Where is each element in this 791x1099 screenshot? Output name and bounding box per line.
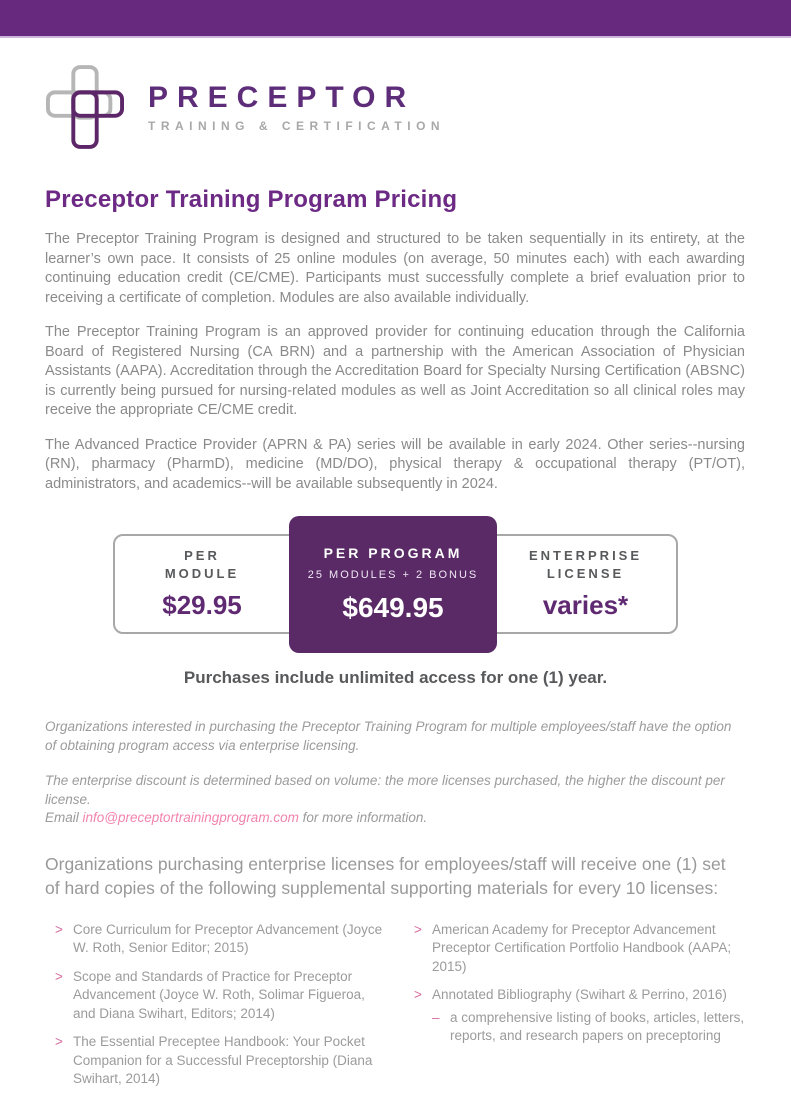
per-module-label-line2: MODULE — [164, 566, 240, 581]
per-module-label — [165, 547, 239, 583]
list-item-text: Scope and Standards of Practice for Preceptor Advancement (Joyce W. Roth, Solimar Figueroa, and Diana Swihart, Editors; 2014) — [73, 968, 365, 1021]
list-item-text: Annotated Bibliography (Swihart & Perrino, 2016) — [432, 987, 727, 1002]
enterprise-info — [45, 718, 746, 828]
enterprise-info-paragraph-2 — [45, 772, 745, 828]
enterprise-price: varies* — [542, 590, 629, 620]
list-item-text: Core Curriculum for Preceptor Advancement (Joyce W. Roth, Senior Editor; 2015) — [73, 921, 383, 955]
enterprise-label-line1: ENTERPRISE — [528, 548, 643, 563]
intro-paragraph-2: The Preceptor Training Program is an approved provider for continuing education through the California Board of Registered Nursing (CA BRN) and a partnership with the American Association of Physician Assistants (AAPA). Accreditation through the Accreditation Board for Specialty Nursing Certification (ABSNC) is currently being pursued for nursing-related modules as well as Joint Accreditation so all clinical roles may receive the appropriate CE/CME credit. — [45, 324, 745, 418]
enterprise-info-paragraph-1: Organizations interested in purchasing the Preceptor Training Program for multiple employees/staff have the option of obtaining program access via enterprise licensing. — [45, 719, 732, 753]
logo-text — [148, 82, 445, 133]
supplemental-intro: Organizations purchasing enterprise licenses for employees/staff will receive one (1) set of hard copies of the following supplemental supporting materials for every 10 licenses: — [45, 853, 726, 898]
chevron-bullet-icon: > — [55, 968, 63, 984]
access-note: Purchases include unlimited access for one (1) year. — [183, 668, 608, 687]
list-sub-item-text: a comprehensive listing of books, articles, letters, reports, and research papers on preceptoring — [450, 1009, 745, 1043]
enterprise-label-line2: LICENSE — [546, 566, 625, 581]
chevron-bullet-icon: > — [55, 1034, 63, 1049]
supplemental-lists — [45, 921, 746, 1099]
list-item — [55, 921, 402, 958]
per-program-card — [289, 516, 497, 653]
per-program-subtitle: 25 MODULES + 2 BONUS — [307, 569, 479, 581]
discount-line: The enterprise discount is determined based on volume: the more licenses purchased, the higher the discount per license. — [45, 773, 725, 807]
list-item — [414, 986, 745, 1005]
supplemental-list-left — [45, 921, 402, 1099]
per-module-price: $29.95 — [162, 590, 242, 620]
chevron-bullet-icon: > — [55, 921, 63, 937]
list-item — [414, 921, 745, 977]
page-title: Preceptor Training Program Pricing — [45, 186, 458, 213]
preceptor-cross-icon — [46, 65, 124, 149]
brand-tagline: TRAINING & CERTIFICATION — [148, 118, 446, 133]
intro-paragraph-3: The Advanced Practice Provider (APRN & PA) series will be available in early 2024. Other series--nursing (RN), pharmacy (PharmD), medicine (MD/DO), physical therapy & occupational therapy (PT/OT), administrators, and academics--will be available subsequently in 2024. — [45, 436, 745, 492]
per-module-card — [115, 536, 289, 632]
per-module-label-line1: PER — [184, 548, 220, 563]
top-banner — [0, 0, 791, 38]
supplemental-list-right — [402, 921, 745, 1099]
per-program-price: $649.95 — [342, 592, 444, 623]
list-sub-item — [432, 1009, 745, 1046]
list-item — [55, 968, 402, 1024]
spacer — [45, 755, 746, 772]
email-link[interactable]: info@preceptortrainingprogram.com — [82, 810, 299, 825]
per-program-label: PER PROGRAM — [323, 545, 463, 561]
page-content — [45, 186, 746, 1099]
enterprise-label — [529, 547, 642, 583]
list-item — [55, 1033, 402, 1089]
intro-paragraph-1: The Preceptor Training Program is designed and structured to be taken sequentially in its entirety, at the learner’s own pace. It consists of 25 online modules (on average, 50 minutes each) with each awarding continuing education credit (CE/CME). Participants must successfully complete a brief evaluation prior to receiving a certificate of completion. Modules are also available individually. — [45, 231, 745, 306]
dash-bullet-icon: – — [432, 1009, 440, 1025]
list-item-text: The Essential Preceptee Handbook: Your Pocket Companion for a Successful Preceptorship (Diana Swihart, 2014) — [73, 1034, 373, 1086]
enterprise-license-card — [495, 536, 676, 632]
email-prefix: Email — [45, 810, 83, 825]
chevron-bullet-icon: > — [414, 921, 422, 937]
chevron-bullet-icon: > — [414, 987, 422, 1002]
logo — [46, 65, 791, 149]
email-suffix: for more information. — [298, 810, 428, 825]
brand-name: PRECEPTOR — [148, 80, 416, 114]
list-item-text: American Academy for Preceptor Advancement Preceptor Certification Portfolio Handbook (AAPA; 2015) — [432, 921, 732, 974]
pricing-cards — [113, 516, 678, 653]
